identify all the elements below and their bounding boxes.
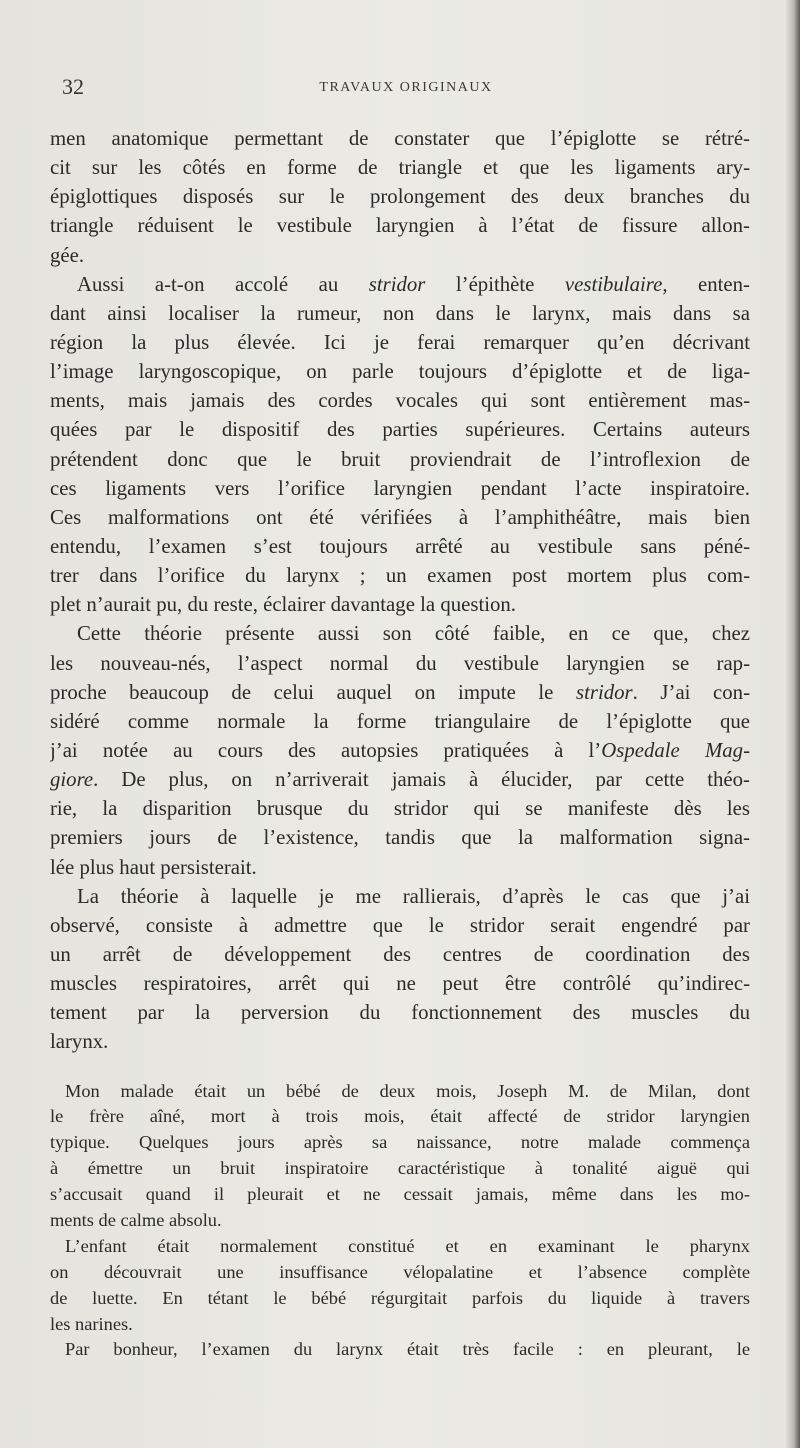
text-line: lée plus haut persisterait.	[50, 855, 257, 879]
text-line: triangle réduisent le vestibule laryngien à l’état de fissure allon-	[50, 214, 750, 238]
text-line: ces ligaments vers l’orifice laryngien pendant l’acte inspiratoire.	[50, 476, 750, 500]
text-line: Mon malade était un bébé de deux mois, Joseph M. de Milan, dont	[65, 1080, 750, 1101]
text-line: ments, mais jamais des cordes vocales qui sont entièrement mas-	[50, 389, 750, 413]
text-line: on découvrait une insuffisance vélopalatine et l’absence complète	[50, 1261, 750, 1282]
text-line: giore. De plus, on n’arriverait jamais à élucider, par cette théo-	[50, 768, 750, 792]
text-line: plet n’aurait pu, du reste, éclairer davantage la question.	[50, 593, 517, 617]
page-number: 32	[62, 74, 84, 99]
text-line: région la plus élevée. Ici je ferai remarquer qu’en décrivant	[50, 330, 750, 354]
text-line: observé, consiste à admettre que le stridor serait engendré par	[50, 913, 750, 937]
text-line: de luette. En tétant le bébé régurgitait parfois du liquide à travers	[50, 1287, 750, 1308]
text-line: épiglottiques disposés sur le prolongement des deux branches du	[50, 185, 750, 209]
page-header	[62, 74, 750, 100]
text-line: ments de calme absolu.	[50, 1209, 222, 1230]
text-line: l’image laryngoscopique, on parle toujours d’épiglotte et de liga-	[50, 360, 750, 384]
text-line: entendu, l’examen s’est toujours arrêté au vestibule sans péné-	[50, 534, 750, 558]
text-line: Cette théorie présente aussi son côté faible, en ce que, chez	[77, 622, 750, 646]
text-line: Aussi a-t-on accolé au stridor l’épithète vestibulaire, enten-	[77, 272, 750, 296]
case-report-text	[50, 1079, 750, 1364]
text-line: La théorie à laquelle je me rallierais, d’après le cas que j’ai	[77, 884, 750, 908]
text-line: Par bonheur, l’examen du larynx était très facile : en pleurant, le	[65, 1339, 750, 1360]
text-line: à émettre un bruit inspiratoire caractéristique à tonalité aiguë qui	[50, 1158, 750, 1179]
text-line: j’ai notée au cours des autopsies pratiquées à l’Ospedale Mag-	[50, 738, 750, 762]
text-line: larynx.	[50, 1030, 109, 1054]
text-line: Ces malformations ont été vérifiées à l’amphithéâtre, mais bien	[50, 505, 750, 529]
text-line: un arrêt de développement des centres de coordination des	[50, 942, 750, 966]
text-line: le frère aîné, mort à trois mois, était affecté de stridor laryngien	[50, 1106, 750, 1127]
text-line: les narines.	[50, 1313, 133, 1334]
text-line: sidéré comme normale la forme triangulaire de l’épiglotte que	[50, 709, 750, 733]
text-line: quées par le dispositif des parties supérieures. Certains auteurs	[50, 418, 750, 442]
text-line: s’accusait quand il pleurait et ne cessait jamais, même dans les mo-	[50, 1184, 750, 1205]
text-line: typique. Quelques jours après sa naissance, notre malade commença	[50, 1132, 750, 1153]
text-line: gée.	[50, 243, 85, 267]
page-text	[50, 124, 750, 1363]
text-line: muscles respiratoires, arrêt qui ne peut être contrôlé qu’indirec-	[50, 972, 750, 996]
text-line: proche beaucoup de celui auquel on impute le stridor. J’ai con-	[50, 680, 750, 704]
text-line: prétendent donc que le bruit proviendrait de l’introflexion de	[50, 447, 750, 471]
text-line: rie, la disparition brusque du stridor qui se manifeste dès les	[50, 797, 750, 821]
section-gap	[50, 1057, 750, 1079]
running-head: TRAVAUX ORIGINAUX	[319, 80, 493, 95]
text-line: men anatomique permettant de constater que l’épiglotte se rétré-	[50, 127, 750, 150]
text-line: les nouveau-nés, l’aspect normal du vestibule laryngien se rap-	[50, 651, 750, 675]
text-line: tement par la perversion du fonctionnement des muscles du	[50, 1001, 750, 1025]
text-line: L’enfant était normalement constitué et en examinant le pharynx	[65, 1235, 750, 1256]
page-edge-shadow	[786, 0, 800, 1448]
text-line: cit sur les côtés en forme de triangle et que les ligaments ary-	[50, 156, 750, 180]
text-line: dant ainsi localiser la rumeur, non dans le larynx, mais dans sa	[50, 301, 750, 325]
text-line: trer dans l’orifice du larynx ; un examen post mortem plus com-	[50, 564, 750, 588]
main-text	[50, 124, 750, 1057]
text-line: premiers jours de l’existence, tandis que la malformation signa-	[50, 826, 750, 850]
